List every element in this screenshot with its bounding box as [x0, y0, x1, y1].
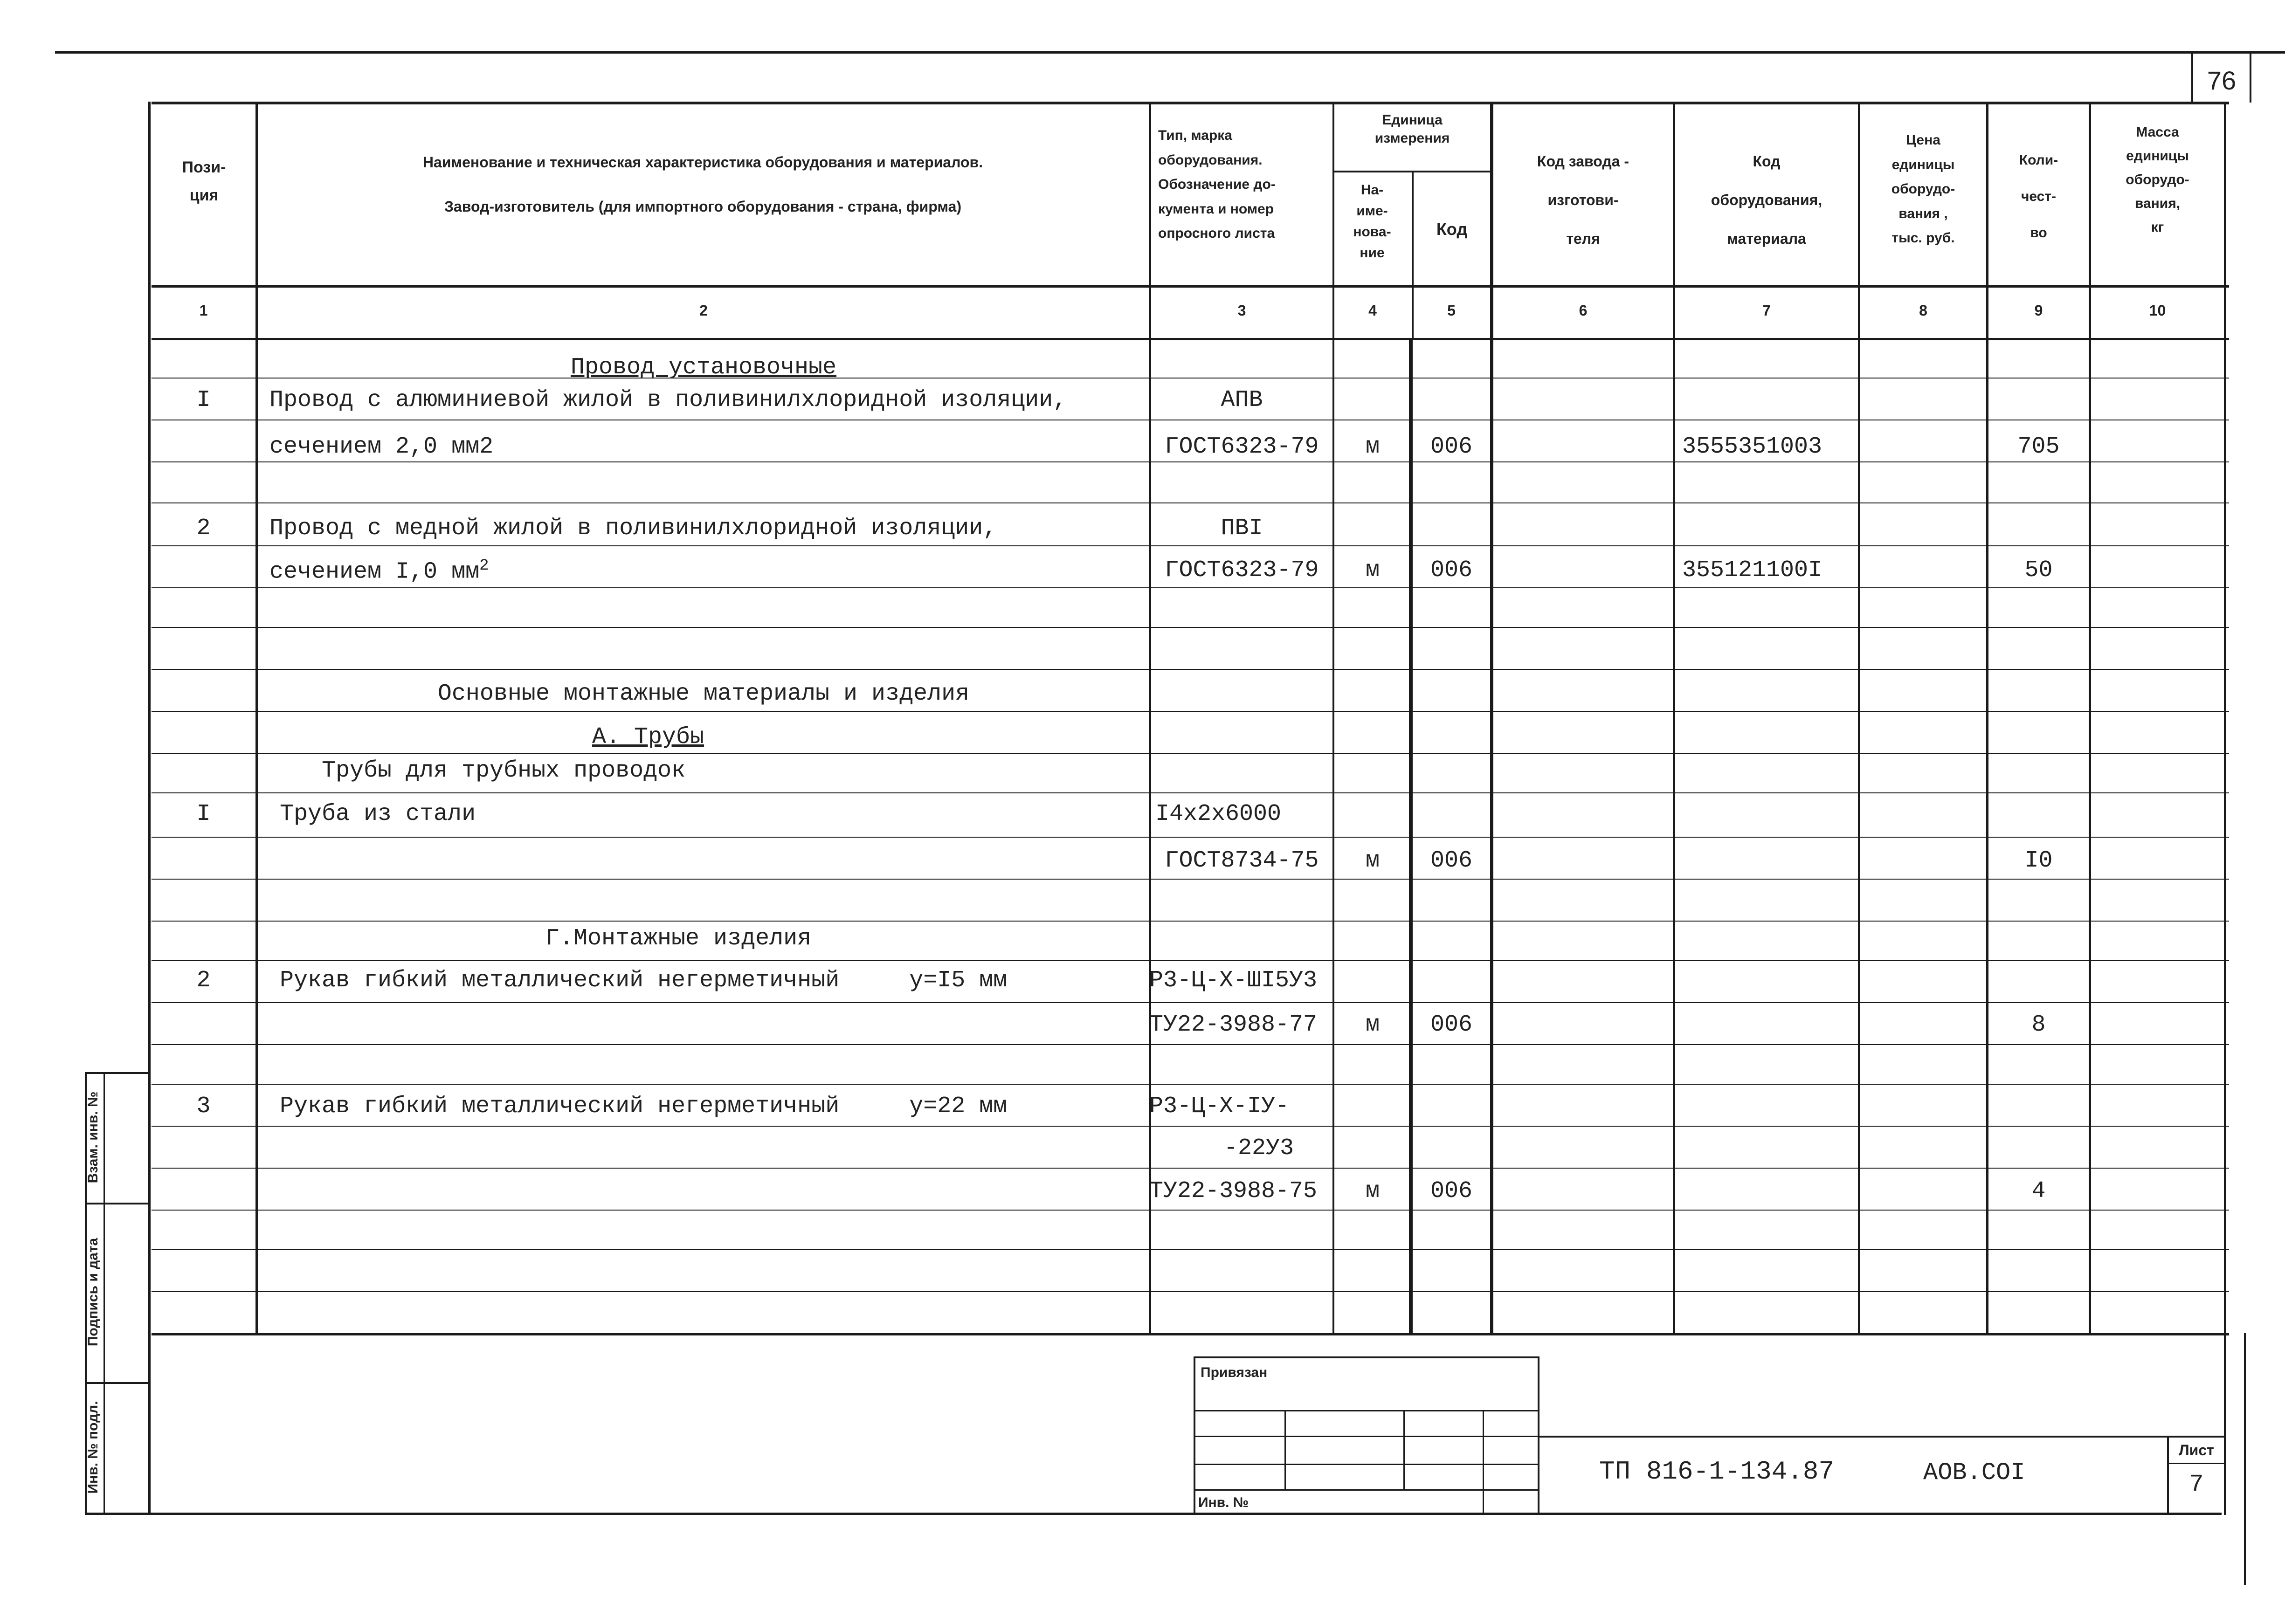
- row-position: 3: [196, 1093, 211, 1120]
- col-div-9: [2089, 102, 2091, 1335]
- section-title-materials: Основные монтажные материалы и изделия: [437, 681, 970, 707]
- row-position: 2: [196, 967, 211, 994]
- row-type: ТУ22-3988-77: [1149, 1012, 1318, 1038]
- col-div-7: [1858, 102, 1860, 1335]
- colnum-10: 10: [2149, 302, 2166, 319]
- row-line: [152, 1210, 2229, 1211]
- colnum-5: 5: [1447, 302, 1456, 319]
- col-div-3: [1332, 102, 1334, 1335]
- row-quantity: 8: [2031, 1012, 2046, 1038]
- row-line: [152, 1168, 2229, 1169]
- colnum-1: 1: [199, 302, 208, 319]
- row-line: [152, 960, 2229, 961]
- row-name: Провод с алюминиевой жилой в поливинилхлоридной изоляции,: [269, 387, 1067, 413]
- row-unit: м: [1365, 557, 1380, 584]
- row-name: [269, 557, 489, 585]
- colnum-3: 3: [1237, 302, 1246, 319]
- row-unit-code: 006: [1430, 557, 1472, 584]
- stamp-row-2: [1194, 1436, 1539, 1437]
- row-type: ГОСТ8734-75: [1165, 847, 1319, 874]
- page-box-right: [2250, 54, 2251, 103]
- colnum-7: 7: [1762, 302, 1771, 319]
- page-box-left: [2191, 54, 2193, 103]
- row-line: [152, 1249, 2229, 1250]
- side-label-replacement: Взам. инв. №: [85, 1091, 101, 1184]
- row-line: [152, 753, 2229, 754]
- row-name: Рукав гибкий металлический негерметичный у=I5 мм: [280, 967, 1008, 994]
- row-name: Рукав гибкий металлический негерметичный у=22 мм: [280, 1093, 1008, 1120]
- row-position: 2: [196, 515, 211, 542]
- side-strip-mid: [104, 1072, 105, 1515]
- stamp-label-linked: Привязан: [1201, 1365, 1268, 1380]
- col-div-1: [255, 102, 258, 1335]
- row-line: [152, 1002, 2229, 1003]
- row-unit: м: [1365, 1012, 1380, 1038]
- row-line: [152, 921, 2229, 922]
- section-title-pipes: А. Трубы: [592, 724, 704, 750]
- row-quantity: 4: [2031, 1178, 2046, 1204]
- sheet-label: Лист: [2179, 1442, 2214, 1459]
- row-line: [152, 627, 2229, 628]
- col-div-8: [1986, 102, 1988, 1335]
- header-unit-code: Код: [1436, 220, 1468, 239]
- row-unit: м: [1365, 1178, 1380, 1204]
- section-title-mounting: Г.Монтажные изделия: [545, 925, 812, 952]
- row-type: Р3-Ц-Х-ШI5У3: [1149, 967, 1318, 994]
- colnum-2: 2: [699, 302, 708, 319]
- stamp-col-1: [1284, 1410, 1286, 1489]
- row-name-text: сечением I,0 мм: [269, 558, 480, 585]
- header-position: Пози- ция: [182, 158, 226, 204]
- side-label-original-inventory: Инв. № подл.: [85, 1401, 101, 1494]
- top-border-line: [55, 51, 2285, 54]
- row-quantity: I0: [2024, 847, 2053, 874]
- colnum-bottom-line: [152, 338, 2229, 340]
- row-line: [152, 1084, 2229, 1085]
- row-type: I4х2х6000: [1155, 801, 1282, 827]
- row-line: [152, 669, 2229, 670]
- row-type: ТУ22-3988-75: [1149, 1178, 1318, 1204]
- row-line: [152, 879, 2229, 880]
- row-name-superscript: 2: [479, 557, 489, 575]
- row-line: [152, 461, 2229, 462]
- body-bottom-line: [152, 1333, 2229, 1335]
- row-unit-code: 006: [1430, 1012, 1472, 1038]
- row-material-code: 3555351003: [1682, 434, 1822, 460]
- header-unit-group: Единица измерения: [1374, 112, 1450, 146]
- row-line: [152, 587, 2229, 588]
- row-line: [152, 1126, 2229, 1127]
- row-line: [152, 545, 2229, 546]
- stamp-right-top: [1539, 1436, 2224, 1438]
- row-type: ГОСТ6323-79: [1165, 557, 1319, 584]
- section-title-wires: Провод установочные: [570, 354, 837, 381]
- stamp-col-3: [1483, 1410, 1484, 1515]
- row-line: [152, 792, 2229, 793]
- subsection-title-pipes: Трубы для трубных проводок: [322, 757, 686, 784]
- stamp-row-4: [1194, 1489, 1539, 1491]
- page-number-top: 76: [2207, 66, 2237, 95]
- document-suffix: АОВ.СОI: [1923, 1459, 2025, 1486]
- row-position: I: [196, 801, 211, 827]
- stamp-label-inventory: Инв. №: [1198, 1495, 1249, 1510]
- row-type: Р3-Ц-Х-IУ-: [1149, 1093, 1290, 1120]
- row-type: ПВI: [1221, 515, 1263, 542]
- row-position: I: [196, 387, 211, 413]
- header-mass: Масса единицы оборудо- вания, кг: [2126, 124, 2189, 235]
- row-unit-code: 006: [1430, 1178, 1472, 1204]
- right-edge-tick: [2244, 1333, 2246, 1585]
- row-type: АПВ: [1221, 387, 1263, 413]
- header-factory-code: Код завода - изготови- теля: [1537, 153, 1629, 248]
- header-bottom-line: [152, 285, 2229, 288]
- col-div-2: [1149, 102, 1151, 1335]
- row-line: [152, 1044, 2229, 1045]
- unit-group-divider: [1332, 171, 1490, 172]
- header-name-line1: Наименование и техническая характеристика оборудования и материалов.: [422, 154, 983, 171]
- table-top-line: [152, 102, 2229, 104]
- colnum-6: 6: [1579, 302, 1588, 319]
- row-unit-code: 006: [1430, 847, 1472, 874]
- header-type: Тип, марка оборудования. Обозначение до- кумента и номер опросного листа: [1158, 128, 1276, 241]
- row-name: сечением 2,0 мм2: [269, 434, 494, 460]
- col-div-6: [1673, 102, 1675, 1335]
- header-name-line2: Завод-изготовитель (для импортного оборудования - страна, фирма): [444, 198, 962, 215]
- row-unit-code: 006: [1430, 434, 1472, 460]
- stamp-row-3: [1194, 1464, 1539, 1465]
- frame-left-line: [148, 102, 151, 1515]
- row-line: [152, 1291, 2229, 1292]
- sheet-box-div: [2167, 1463, 2224, 1464]
- row-line: [152, 837, 2229, 838]
- side-strip-div2: [85, 1382, 150, 1384]
- row-material-code: 355121100I: [1682, 557, 1822, 584]
- row-name: Труба из стали: [280, 801, 476, 827]
- colnum-4: 4: [1368, 302, 1377, 319]
- row-quantity: 705: [2017, 434, 2060, 460]
- row-unit: м: [1365, 434, 1380, 460]
- row-type: -22У3: [1224, 1135, 1294, 1162]
- side-label-signature-date: Подпись и дата: [85, 1238, 101, 1347]
- frame-right-line: [2224, 102, 2226, 1515]
- sheet-number: 7: [2189, 1471, 2204, 1498]
- row-line: [152, 711, 2229, 712]
- header-price: Цена единицы оборудо- вания , тыс. руб.: [1891, 132, 1955, 246]
- row-type: ГОСТ6323-79: [1165, 434, 1319, 460]
- header-material-code: Код оборудования, материала: [1711, 153, 1822, 248]
- frame-bottom-line: [86, 1513, 2222, 1515]
- colnum-9: 9: [2034, 302, 2043, 319]
- side-strip-div1: [85, 1203, 150, 1204]
- stamp-box-top: [1194, 1356, 1539, 1358]
- document-code: ТП 816-1-134.87: [1599, 1457, 1835, 1486]
- header-unit-name: На- име- нова- ние: [1353, 182, 1391, 261]
- side-strip-top: [85, 1072, 150, 1074]
- row-unit: м: [1365, 847, 1380, 874]
- header-quantity: Коли- чест- во: [2019, 152, 2058, 241]
- row-name: Провод с медной жилой в поливинилхлоридной изоляции,: [269, 515, 997, 542]
- row-line: [152, 502, 2229, 503]
- stamp-col-2: [1403, 1410, 1405, 1489]
- stamp-row-1: [1194, 1410, 1539, 1411]
- colnum-8: 8: [1919, 302, 1927, 319]
- col-div-5: [1490, 102, 1493, 1335]
- row-quantity: 50: [2024, 557, 2053, 584]
